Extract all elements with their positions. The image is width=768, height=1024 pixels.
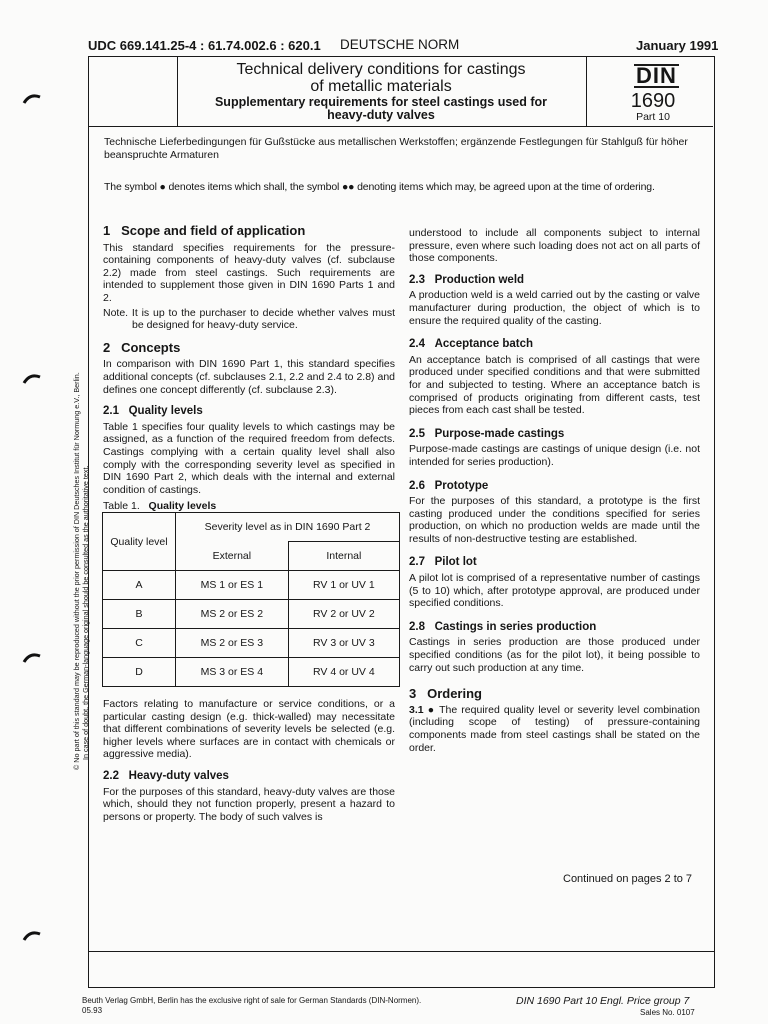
table-row: C MS 2 or ES 3 RV 3 or UV 3 <box>103 629 400 658</box>
copyright-line-1: © No part of this standard may be reproduced without the prior permission of DIN Deutsches Institut für Normung e.V., Berlin. <box>72 372 81 770</box>
footer-reference: DIN 1690 Part 10 Engl. Price group 7 <box>516 995 690 1007</box>
after-table-text: Factors relating to manufacture or service conditions, or a particular casting design (e.g. thick-walled) may necessitate that different combinations of severity levels be selected (e.g. higher levels where surfaces are in contact with chemicals or aggressive media). <box>103 698 395 761</box>
din-logo: DIN <box>636 63 677 88</box>
norm-label: DEUTSCHE NORM <box>340 37 460 52</box>
table-header-internal: Internal <box>288 542 399 571</box>
section-2-4-text: An acceptance batch is comprised of all castings that were produced under specified conditions and that were submitted for and subjected to testing. Where an acceptance batch is comprised of products originating from different casts, test pieces from each cast shall be tested. <box>409 353 700 417</box>
table-row: B MS 2 or ES 2 RV 2 or UV 2 <box>103 600 400 629</box>
standard-part: Part 10 <box>636 111 670 123</box>
section-2-5-text: Purpose-made castings are castings of unique design (i.e. not intended for series production). <box>409 443 700 468</box>
section-3-1-text: 3.1 ● The required quality level or severity level combination (including scope of testing) of pressure-containing components made from steel castings shall be stated on the order. <box>409 703 701 754</box>
section-2-8-heading: 2.8 Castings in series production <box>409 620 597 633</box>
table-header-external: External <box>176 542 289 571</box>
german-title: Technische Lieferbedingungen für Gußstücke aus metallischen Werkstoffen; ergänzende Festlegungen für Stahlguß für höher beanspruchte Armaturen <box>104 136 688 161</box>
section-2-7-text: A pilot lot is comprised of a representative number of castings (5 to 10) which, after prototype approval, are produced under specified conditions. <box>409 572 700 610</box>
binding-mark-icon <box>22 91 42 105</box>
section-2-6-text: For the purposes of this standard, a prototype is the first casting produced under the conditions specified for series production, on which no production welds are made until the results of non-destructive testing are established. <box>409 495 700 545</box>
sales-number: Sales No. 0107 <box>640 1008 695 1017</box>
footer-rule <box>88 951 714 952</box>
table-header-quality: Quality level <box>103 513 176 571</box>
binding-mark-icon <box>22 928 42 942</box>
section-2-3-text: A production weld is a weld carried out by the casting or valve manufacturer during production, the object of which is to ensure the required quality of the casting. <box>409 289 700 327</box>
standard-number: 1690 <box>630 90 676 112</box>
section-2-text: In comparison with DIN 1690 Part 1, this standard specifies additional concepts (cf. subclauses 2.1, 2.2 and 2.4 to 2.8) and defines one concept differently (cf. subclause 2.3). <box>103 358 395 396</box>
edition-code: 05.93 <box>82 1006 103 1015</box>
section-1-note: Note. It is up to the purchaser to decide whether valves must be designed for heavy-duty service. <box>103 306 395 332</box>
document-subtitle: Supplementary requirements for steel castings used for heavy-duty valves <box>214 95 548 122</box>
section-2-heading: 2 Concepts <box>103 339 181 355</box>
udc-code: UDC 669.141.25-4 : 61.74.002.6 : 620.1 <box>88 38 321 53</box>
quality-levels-table <box>102 512 400 687</box>
section-2-7-heading: 2.7 Pilot lot <box>409 556 477 569</box>
symbols-note: The symbol ● denotes items which shall, the symbol ●● denoting items which may, be agreed upon at the time of ordering. <box>104 181 655 193</box>
section-2-6-heading: 2.6 Prototype <box>409 479 489 492</box>
section-2-3-heading: 2.3 Production weld <box>409 273 525 286</box>
section-1-heading: 1 Scope and field of application <box>103 223 306 238</box>
document-title: Technical delivery conditions for castings of metallic materials <box>236 61 526 95</box>
right-column <box>409 227 700 754</box>
publication-date: January 1991 <box>636 38 719 53</box>
copyright-line-2: In case of doubt, the German-language original should be consulted as the authoritative text. <box>81 465 90 760</box>
continued-note: Continued on pages 2 to 7 <box>563 873 693 885</box>
section-1-text: This standard specifies requirements for the pressure-containing components of heavy-duty valves (cf. subclause 2.2) made from steel castings. Such requirements are intended to supplement those given in DIN 1690 Parts 1 and 2. <box>103 241 395 304</box>
table-caption: Table 1. Quality levels <box>103 500 217 513</box>
left-column <box>103 225 395 513</box>
binding-mark-icon <box>22 371 42 385</box>
left-column-lower <box>103 698 395 823</box>
section-2-1-heading: 2.1 Quality levels <box>103 405 203 418</box>
binding-mark-icon <box>22 650 42 664</box>
continuation-text: understood to include all components subject to internal pressure, even where such loading does not act on all parts of those components. <box>409 227 700 265</box>
section-2-8-text: Castings in series production are those produced under specified conditions (as for the pilot lot), it being possible to carry out such production at any time. <box>409 636 700 674</box>
section-2-1-text: Table 1 specifies four quality levels to which castings may be assigned, as a function of the required freedom from defects. Castings complying with a certain quality level shall also comply with the corresponding severity level as specified in DIN 1690 Part 2, which deals with the internal and external condition of castings. <box>103 420 395 496</box>
section-2-2-heading: 2.2 Heavy-duty valves <box>103 769 229 782</box>
section-2-2-text: For the purposes of this standard, heavy-duty valves are those which, should they not function properly, present a hazard to persons or property. The body of such valves is <box>103 785 395 823</box>
section-3-heading: 3 Ordering <box>409 686 482 702</box>
table-row: A MS 1 or ES 1 RV 1 or UV 1 <box>103 571 400 600</box>
table-row: D MS 3 or ES 4 RV 4 or UV 4 <box>103 658 400 687</box>
publisher-note: Beuth Verlag GmbH, Berlin has the exclusive right of sale for German Standards (DIN-Normen). <box>82 996 422 1005</box>
section-2-5-heading: 2.5 Purpose-made castings <box>409 427 565 440</box>
section-2-4-heading: 2.4 Acceptance batch <box>409 338 534 351</box>
table-header-severity: Severity level as in DIN 1690 Part 2 <box>176 513 400 542</box>
